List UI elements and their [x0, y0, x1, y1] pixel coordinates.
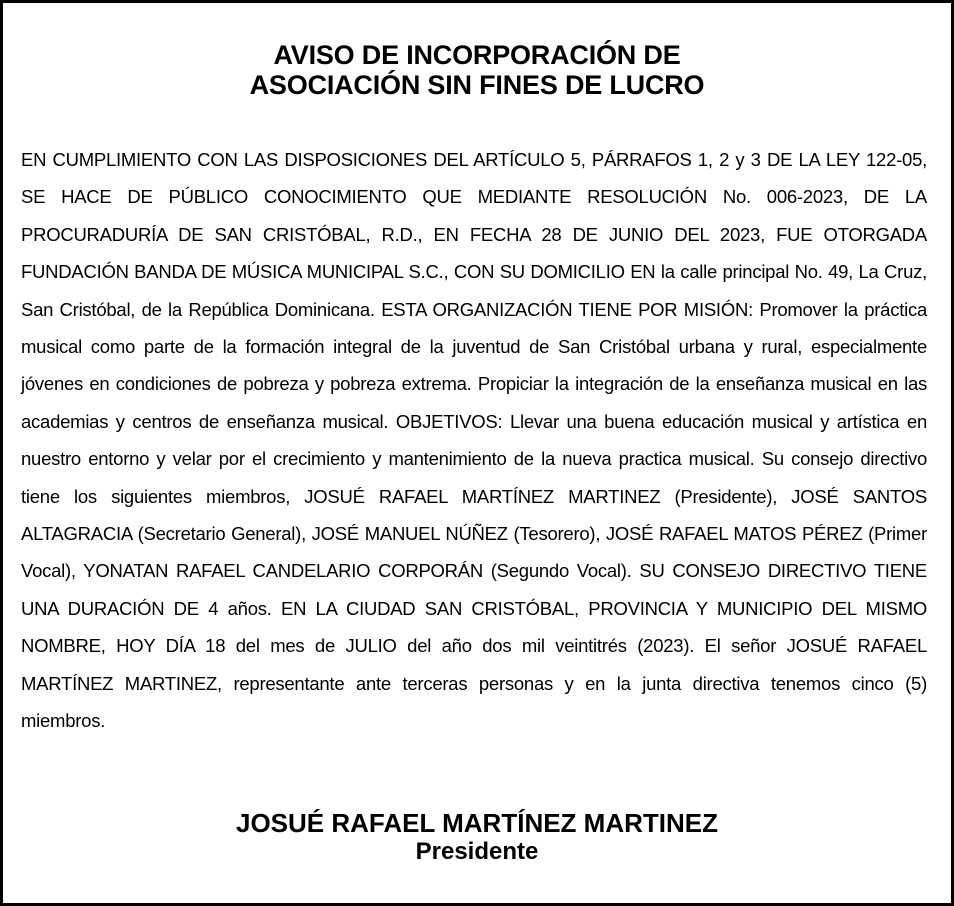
notice-title-line-2: ASOCIACIÓN SIN FINES DE LUCRO	[249, 70, 705, 100]
signature-name: JOSUÉ RAFAEL MARTÍNEZ MARTINEZ	[236, 808, 718, 838]
signature-block	[3, 808, 951, 866]
notice-title	[3, 40, 951, 100]
notice-body: EN CUMPLIMIENTO CON LAS DISPOSICIONES DEL ARTÍCULO 5, PÁRRAFOS 1, 2 y 3 DE LA LEY 122-05, SE HACE DE PÚBLICO CONOCIMIENTO QUE MEDIANTE RESOLUCIÓN No. 006-2023, DE LA PROCURADURÍA DE SAN CRISTÓBAL, R.D., EN FECHA 28 DE JUNIO DEL 2023, FUE OTORGADA FUNDACIÓN BANDA DE MÚSICA MUNICIPAL S.C., CON SU DOMICILIO EN la calle principal No. 49, La Cruz, San Cristóbal, de la República Dominicana. ESTA ORGANIZACIÓN TIENE POR MISIÓN: Promover la práctica musical como parte de la formación integral de la juventud de San Cristóbal urbana y rural, especialmente jóvenes en condiciones de pobreza y pobreza extrema. Propiciar la integración de la enseñanza musical en las academias y centros de enseñanza musical. OBJETIVOS: Llevar una buena educación musical y artística en nuestro entorno y velar por el crecimiento y mantenimiento de la nueva practica musical. Su consejo directivo tiene los siguientes miembros, JOSUÉ RAFAEL MARTÍNEZ MARTINEZ (Presidente), JOSÉ SANTOS ALTAGRACIA (Secretario General), JOSÉ MANUEL NÚÑEZ (Tesorero), JOSÉ RAFAEL MATOS PÉREZ (Primer Vocal), YONATAN RAFAEL CANDELARIO CORPORÁN (Segundo Vocal). SU CONSEJO DIRECTIVO TIENE UNA DURACIÓN DE 4 años. EN LA CIUDAD SAN CRISTÓBAL, PROVINCIA Y MUNICIPIO DEL MISMO NOMBRE, HOY DÍA 18 del mes de JULIO del año dos mil veintitrés (2023). El señor JOSUÉ RAFAEL MARTÍNEZ MARTINEZ, representante ante terceras personas y en la junta directiva tenemos cinco (5) miembros.	[21, 149, 927, 732]
signature-role: Presidente	[415, 838, 539, 865]
notice-title-line-1: AVISO DE INCORPORACIÓN DE	[273, 40, 681, 70]
